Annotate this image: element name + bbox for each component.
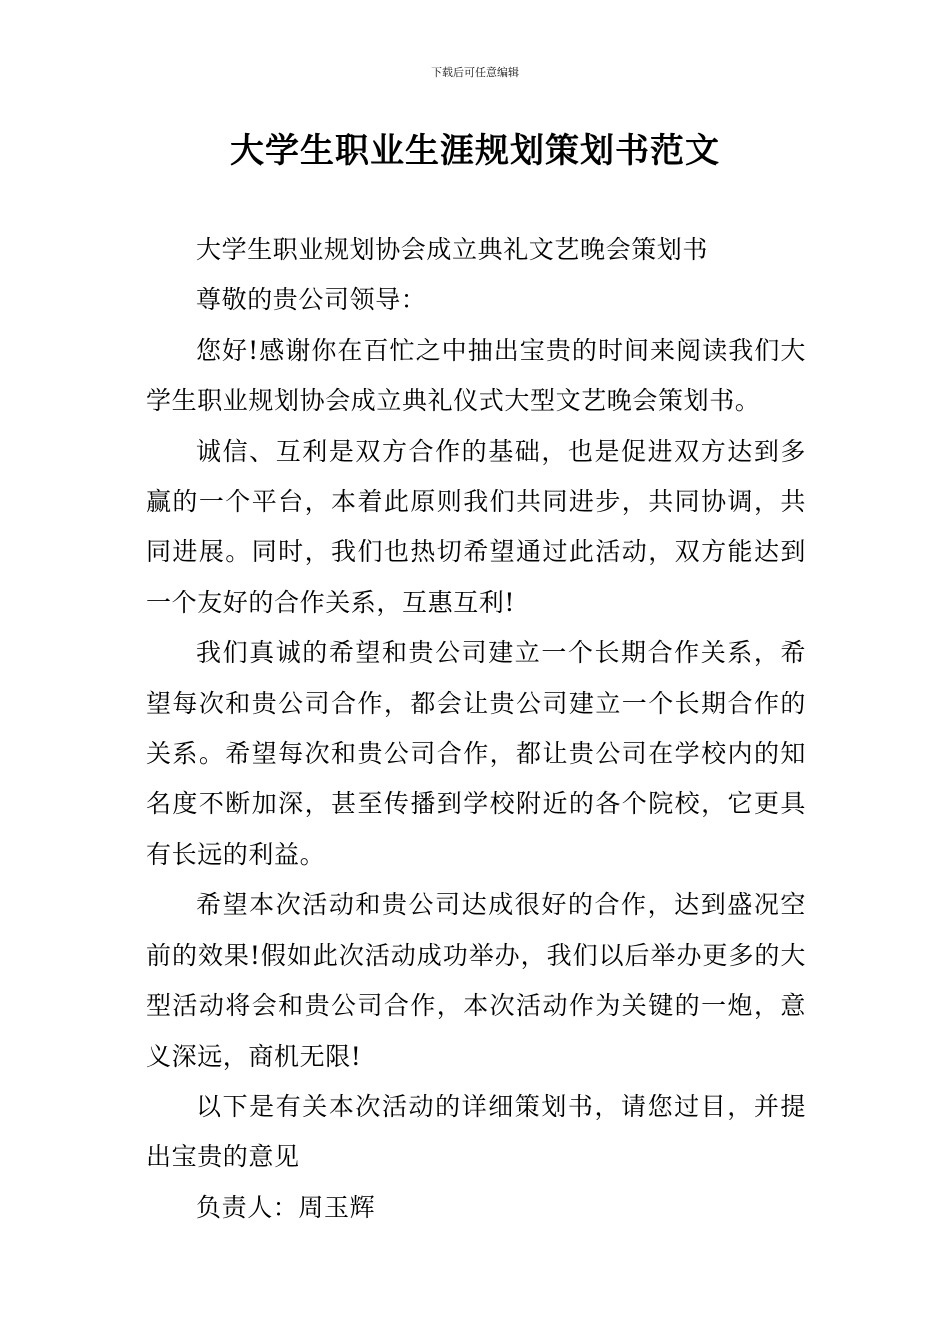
paragraph-responsible-person: 负责人：周玉辉 xyxy=(196,1192,376,1222)
paragraph-long-term: 我们真诚的希望和贵公司建立一个长期合作关系，希望每次和贵公司合作，都会让贵公司建立一个长期合作的关系。希望每次和贵公司合作，都让贵公司在学校内的知名度不断加深，甚至传播到学校附近的各个院校，它更具有长远的利益。 xyxy=(146,638,806,869)
paragraph-salutation: 尊敬的贵公司领导： xyxy=(196,285,427,315)
header-note: 下载后可任意编辑 xyxy=(431,66,519,79)
paragraph-invitation: 以下是有关本次活动的详细策划书，请您过目，并提出宝贵的意见 xyxy=(146,1091,806,1172)
paragraph-subtitle: 大学生职业规划协会成立典礼文艺晚会策划书 xyxy=(196,235,709,264)
paragraph-expectation: 希望本次活动和贵公司达成很好的合作，达到盛况空前的效果!假如此次活动成功举办，我们以后举办更多的大型活动将会和贵公司合作，本次活动作为关键的一炮，意义深远，商机无限! xyxy=(146,890,806,1071)
document-body xyxy=(146,225,806,1233)
paragraph-cooperation: 诚信、互利是双方合作的基础，也是促进双方达到多赢的一个平台，本着此原则我们共同进步，共同协调，共同进展。同时，我们也热切希望通过此活动，双方能达到一个友好的合作关系，互惠互利! xyxy=(146,436,806,617)
document-title: 大学生职业生涯规划策划书范文 xyxy=(230,131,720,171)
paragraph-greeting: 您好!感谢你在百忙之中抽出宝贵的时间来阅读我们大学生职业规划协会成立典礼仪式大型文艺晚会策划书。 xyxy=(146,335,806,416)
